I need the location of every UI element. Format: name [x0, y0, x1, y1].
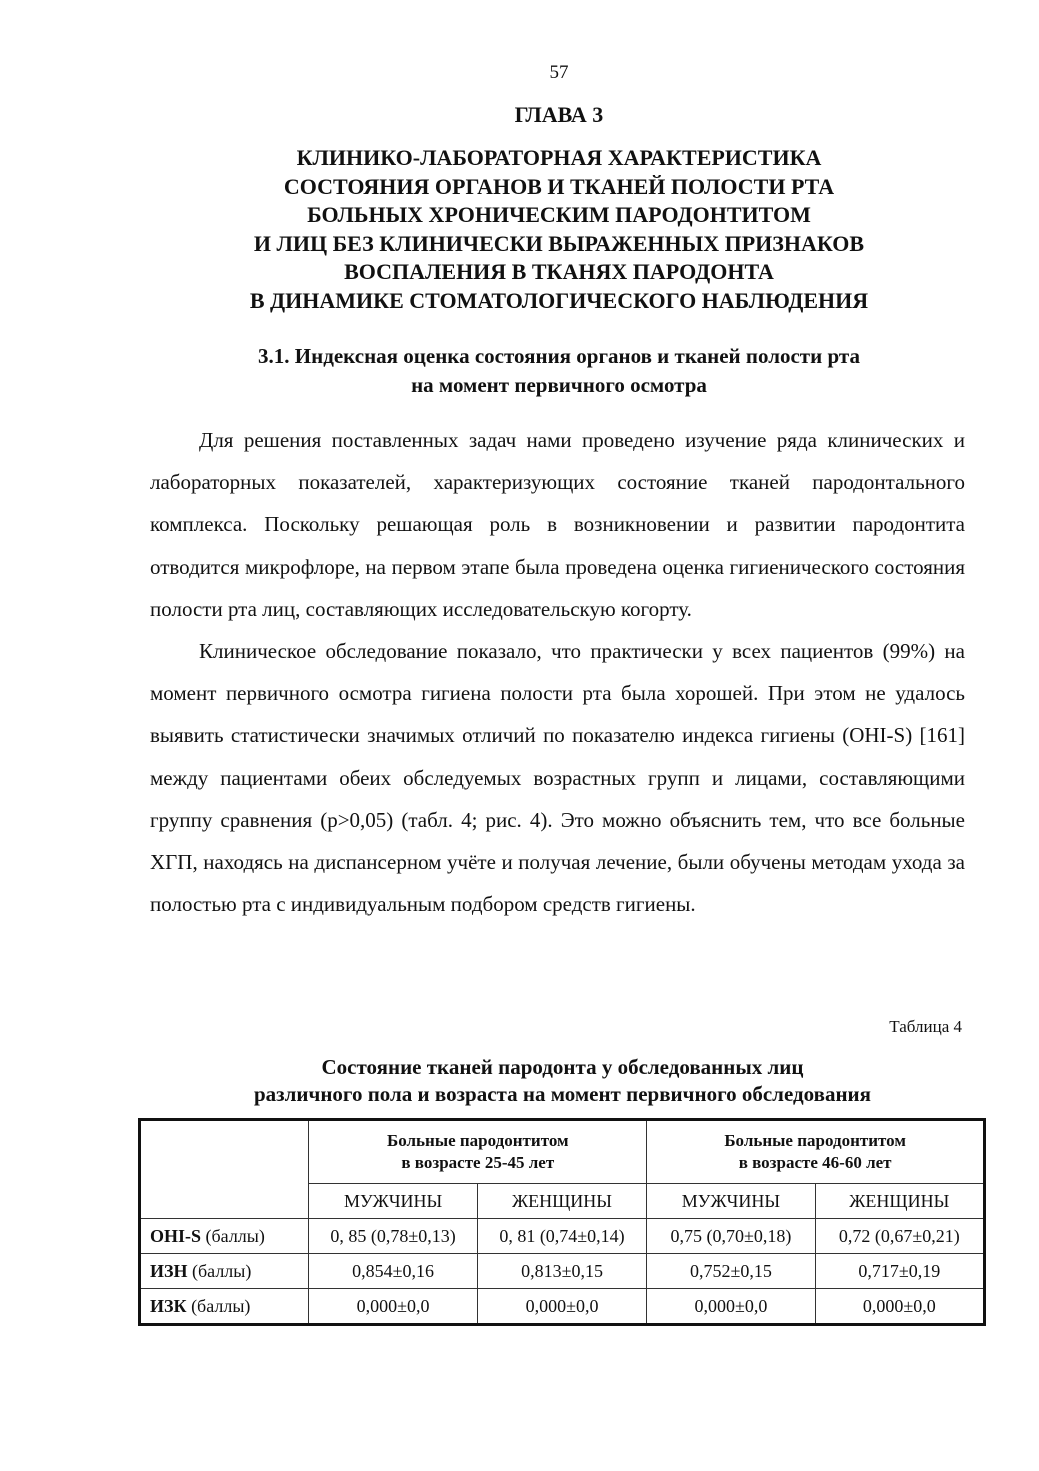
- group-header-line: Больные пародонтитом: [386, 1131, 569, 1150]
- group-header-line: Больные пародонтитом: [724, 1131, 906, 1150]
- subheader-cell: МУЖЧИНЫ: [647, 1184, 815, 1219]
- row-label-name: ИЗН: [150, 1260, 188, 1281]
- chapter-title-line: ВОСПАЛЕНИЯ В ТКАНЯХ ПАРОДОНТА: [344, 259, 774, 284]
- table-cell: 0,813±0,15: [477, 1254, 646, 1289]
- chapter-title-line: СОСТОЯНИЯ ОРГАНОВ И ТКАНЕЙ ПОЛОСТИ РТА: [283, 173, 835, 199]
- subheader-cell: МУЖЧИНЫ: [309, 1184, 477, 1219]
- chapter-title-line: В ДИНАМИКЕ СТОМАТОЛОГИЧЕСКОГО НАБЛЮДЕНИЯ: [249, 287, 869, 313]
- chapter-title-line: И ЛИЦ БЕЗ КЛИНИЧЕСКИ ВЫРАЖЕННЫХ ПРИЗНАКОВ: [253, 230, 865, 256]
- table-cell: 0, 81 (0,74±0,14): [477, 1219, 646, 1254]
- table-corner-cell: [140, 1120, 309, 1219]
- section-title-line: на момент первичного осмотра: [411, 373, 707, 397]
- subheader-cell: ЖЕНЩИНЫ: [477, 1184, 646, 1219]
- table-row: [140, 1289, 985, 1325]
- group-header: [309, 1120, 647, 1184]
- chapter-heading: ГЛАВА 3: [514, 102, 604, 127]
- table-cell: 0,000±0,0: [815, 1289, 984, 1325]
- table-cell: 0,000±0,0: [647, 1289, 815, 1325]
- data-table: [138, 1118, 986, 1326]
- row-label-unit: (баллы): [192, 1260, 252, 1281]
- row-label: [140, 1254, 309, 1289]
- section-title: [150, 342, 968, 400]
- table-header-row: [140, 1120, 985, 1184]
- table-cell: 0,717±0,19: [815, 1254, 984, 1289]
- section-title-line: 3.1. Индексная оценка состояния органов и тканей полости рта: [258, 344, 860, 368]
- subheader-cell: ЖЕНЩИНЫ: [815, 1184, 984, 1219]
- row-label-name: OHI-S: [150, 1225, 202, 1246]
- table-cell: 0,752±0,15: [647, 1254, 815, 1289]
- table-title-line: различного пола и возраста на момент первичного обследования: [253, 1082, 872, 1106]
- body-text: [150, 419, 965, 925]
- table-title-line: Состояние тканей пародонта у обследованных лиц: [321, 1055, 804, 1079]
- group-header: [647, 1120, 985, 1184]
- table-row: [140, 1254, 985, 1289]
- table-row: [140, 1219, 985, 1254]
- group-header-line: в возрасте 25-45 лет: [401, 1153, 555, 1172]
- table-cell: 0, 85 (0,78±0,13): [309, 1219, 477, 1254]
- table-cell: 0,000±0,0: [309, 1289, 477, 1325]
- row-label: [140, 1289, 309, 1325]
- row-label-unit: (баллы): [205, 1225, 265, 1246]
- table-cell: 0,000±0,0: [477, 1289, 646, 1325]
- row-label: [140, 1219, 309, 1254]
- paragraph: Для решения поставленных задач нами проведено изучение ряда клинических и лабораторных показателей, характеризующих состояние тканей пародонтального комплекса. Поскольку решающая роль в возникновении и развитии пародонтита отводится микрофлоре, на первом этапе была проведена оценка гигиенического состояния полости рта лиц, составляющих исследовательскую когорту.: [150, 428, 965, 621]
- group-header-line: в возрасте 46-60 лет: [738, 1153, 892, 1172]
- page-number: 57: [549, 62, 569, 83]
- table-caption-label: Таблица 4: [889, 1017, 962, 1036]
- row-label-unit: (баллы): [191, 1295, 251, 1316]
- chapter-title: [130, 144, 988, 315]
- table-title: [140, 1054, 985, 1108]
- table-cell: 0,854±0,16: [309, 1254, 477, 1289]
- chapter-title-line: КЛИНИКО-ЛАБОРАТОРНАЯ ХАРАКТЕРИСТИКА: [296, 145, 822, 170]
- row-label-name: ИЗК: [150, 1295, 187, 1316]
- table-cell: 0,75 (0,70±0,18): [647, 1219, 815, 1254]
- chapter-title-line: БОЛЬНЫХ ХРОНИЧЕСКИМ ПАРОДОНТИТОМ: [307, 202, 811, 227]
- table-cell: 0,72 (0,67±0,21): [815, 1219, 984, 1254]
- paragraph: Клиническое обследование показало, что практически у всех пациентов (99%) на момент первичного осмотра гигиена полости рта была хорошей. При этом не удалось выявить статистически значимых отличий по показателю индекса гигиены (OHI-S) [161] между пациентами обеих обследуемых возрастных групп и лицами, составляющими группу сравнения (p>0,05) (табл. 4; рис. 4). Это можно объяснить тем, что все больные ХГП, находясь на диспансерном учёте и получая лечение, были обучены методам ухода за полостью рта с индивидуальным подбором средств гигиены.: [150, 639, 965, 917]
